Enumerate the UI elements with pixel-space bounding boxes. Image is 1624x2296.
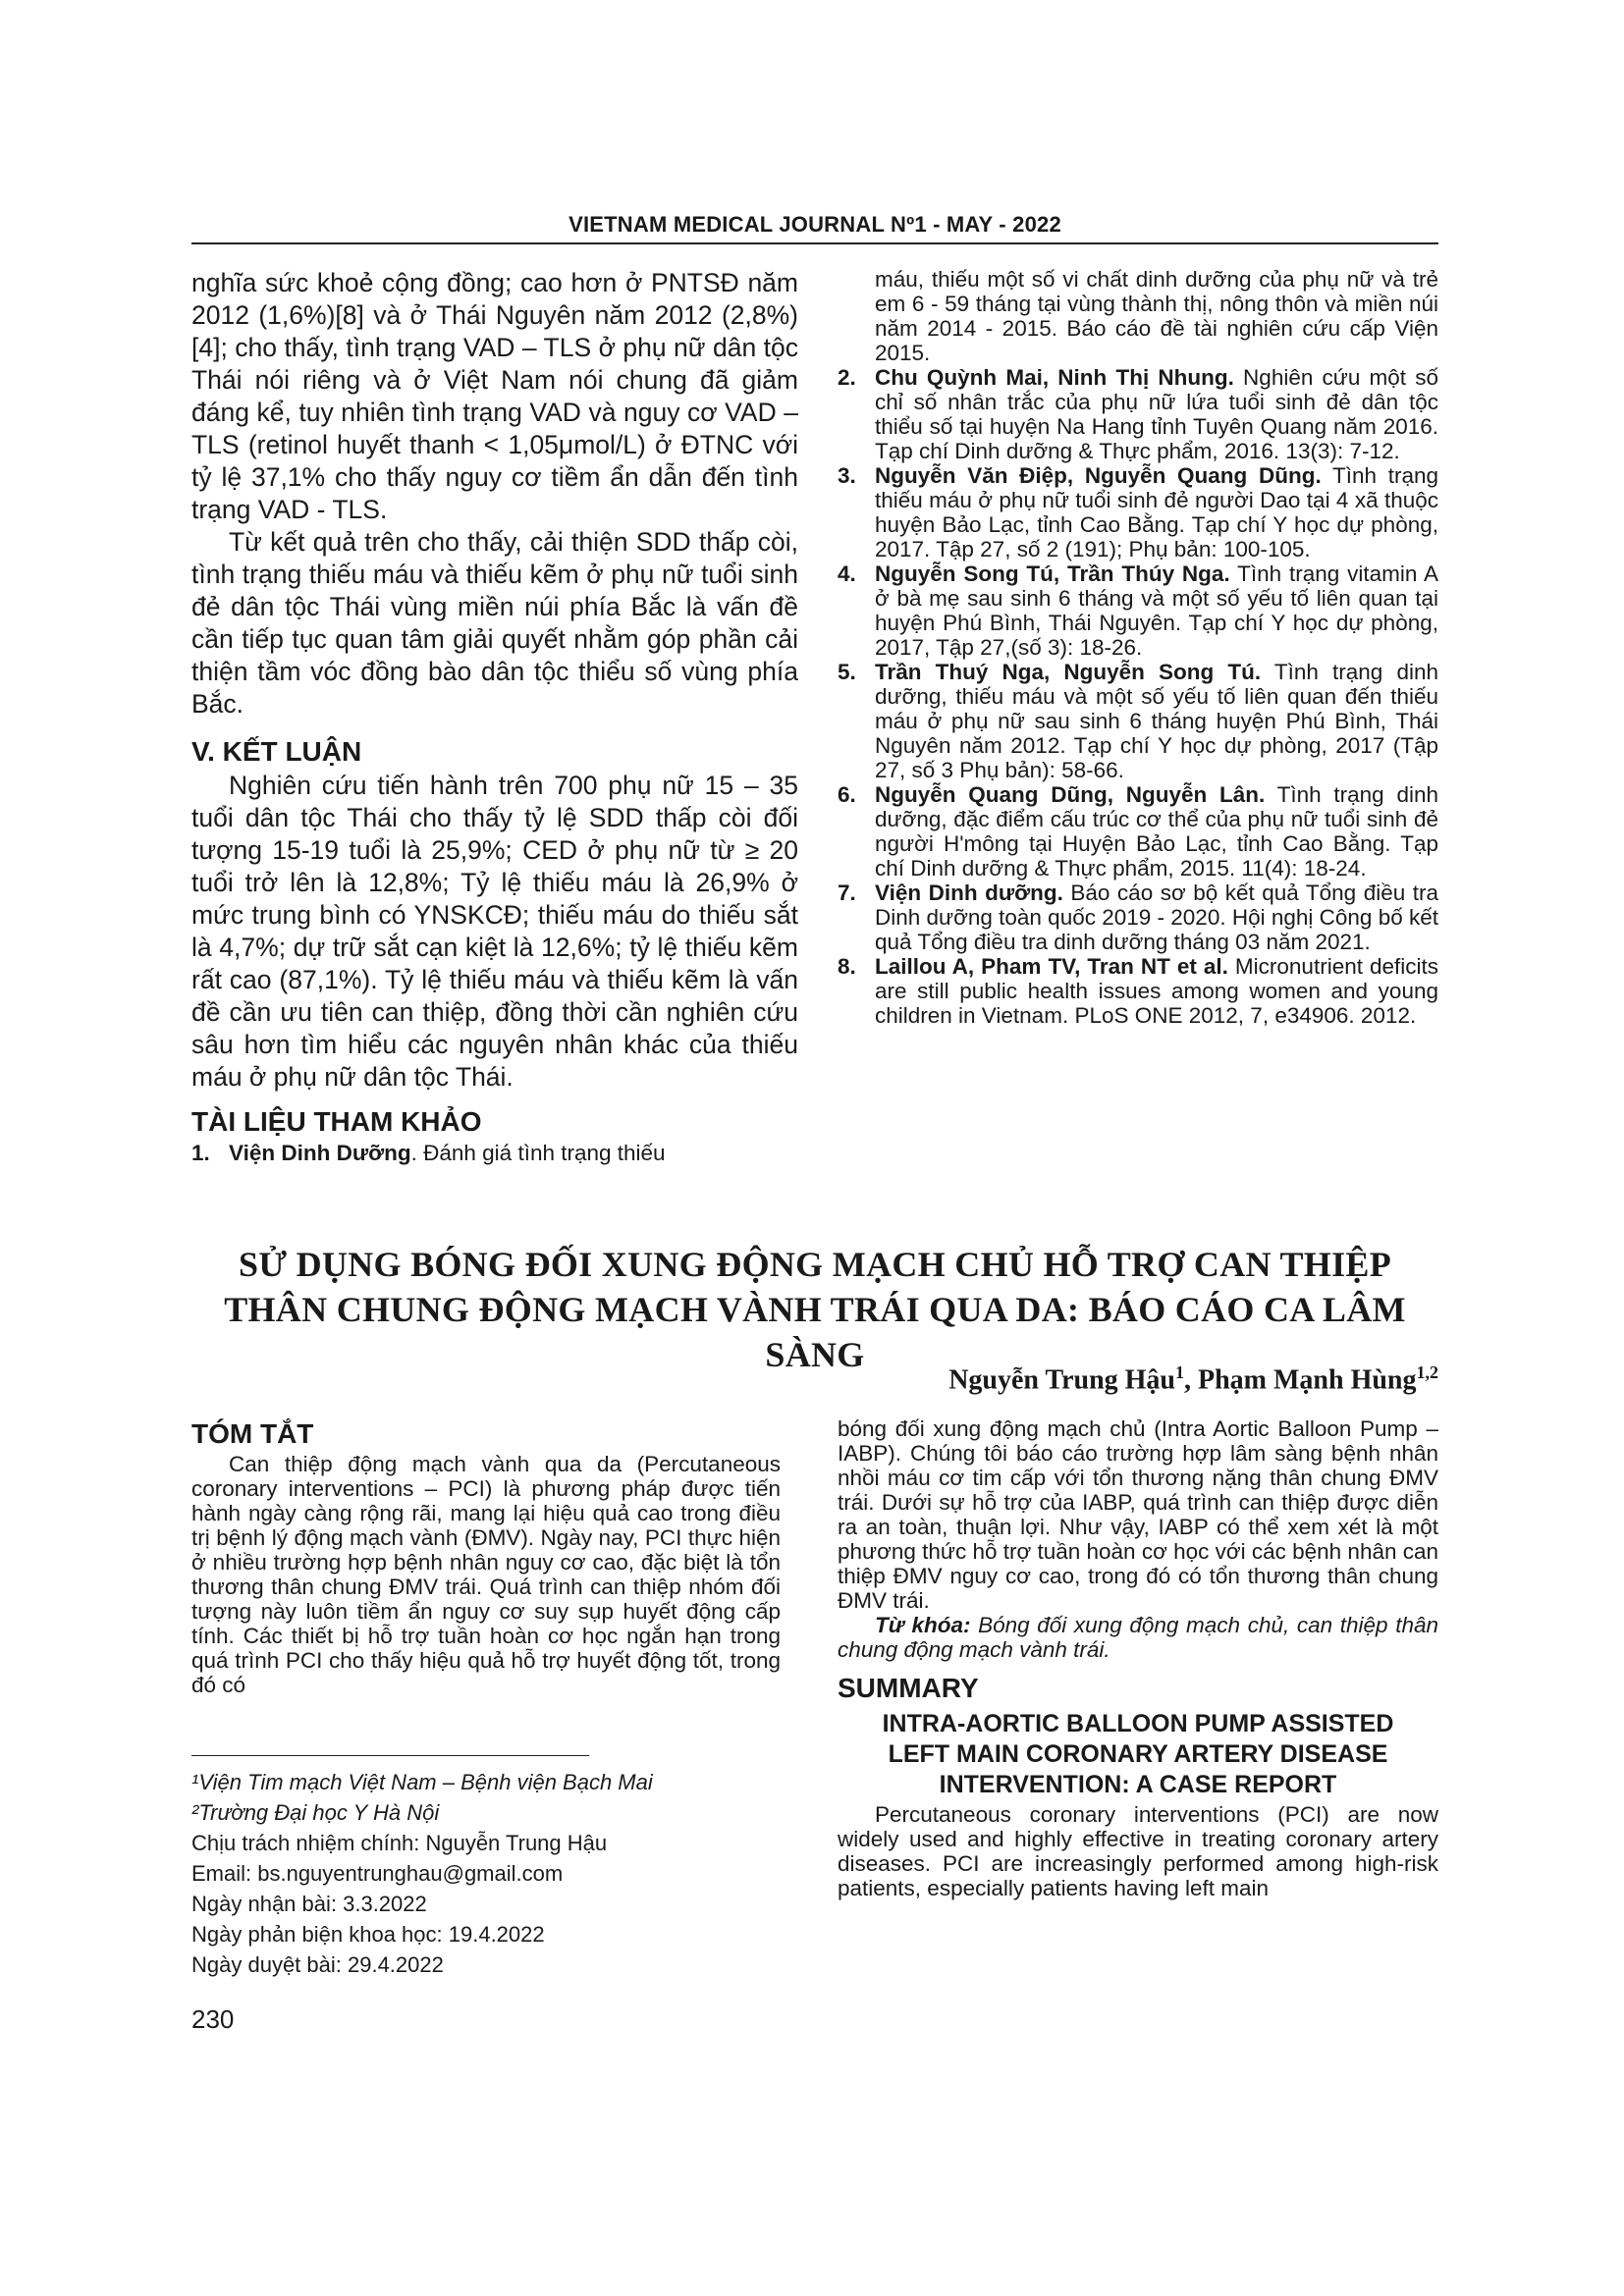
page-number: 230 bbox=[191, 2004, 235, 2034]
reference-number: 3. bbox=[838, 463, 856, 488]
article-title-line-2: THÂN CHUNG ĐỘNG MẠCH VÀNH TRÁI QUA DA: BÁO CÁO CA LÂM SÀNG bbox=[224, 1290, 1406, 1374]
reference-item bbox=[838, 660, 1438, 782]
corresponding-author: Chịu trách nhiệm chính: Nguyễn Trung Hậu bbox=[191, 1831, 608, 1855]
reference-text: Micronutrient deficits are still public health issues among women and young children in Vietnam. PLoS ONE 2012, 7, e34906. 2012. bbox=[875, 954, 1438, 1028]
reference-item bbox=[838, 782, 1438, 881]
summary-title-line-3: INTERVENTION: A CASE REPORT bbox=[939, 1771, 1337, 1798]
reference-author: Viện Dinh Dưỡng bbox=[229, 1141, 411, 1165]
reference-item bbox=[838, 463, 1438, 561]
left-column-top bbox=[191, 267, 798, 1165]
reference-author: Trần Thuý Nga, Nguyễn Song Tú. bbox=[875, 660, 1262, 684]
reference-author: Chu Quỳnh Mai, Ninh Thị Nhung. bbox=[875, 365, 1234, 390]
abstract-text-left: Can thiệp động mạch vành qua da (Percutaneous coronary interventions – PCI) là phương pháp được tiến hành ngày càng rộng rãi, mang lại hiệu quả cao trong điều trị bệnh lý động mạch vành (ĐMV). Ngày nay, PCI thực hiện ở nhiều trường hợp bệnh nhân nguy cơ cao, đặc biệt là tổn thương thân chung ĐMV trái. Quá trình can thiệp nhóm đối tượng này luôn tiềm ẩn nguy cơ suy sụp huyết động cấp tính. Các thiết bị hỗ trợ tuần hoàn cơ học ngắn hạn trong quá trình PCI cho thấy hiệu quả hỗ trợ huyết động tốt, trong đó có bbox=[191, 1452, 781, 1697]
date-reviewed: Ngày phản biện khoa học: 19.4.2022 bbox=[191, 1922, 545, 1947]
date-accepted: Ngày duyệt bài: 29.4.2022 bbox=[191, 1952, 444, 1977]
keywords-text: Bóng đối xung động mạch chủ, can thiệp thân chung động mạch vành trái. bbox=[838, 1613, 1438, 1662]
reference-text: Tình trạng dinh dưỡng, thiếu máu và một số yếu tố liên quan đến thiếu máu ở phụ nữ sau sinh 6 tháng huyện Phú Bình, Thái Nguyên năm 2012. Tạp chí Y học dự phòng, 2017 (Tập 27, số 3 Phụ bản): 58-66. bbox=[875, 660, 1438, 782]
summary-title bbox=[838, 1709, 1438, 1800]
summary-title-line-1: INTRA-AORTIC BALLOON PUMP ASSISTED bbox=[882, 1710, 1394, 1737]
affiliation-1: ¹Viện Tim mạch Việt Nam – Bệnh viện Bạch Mai bbox=[191, 1770, 653, 1794]
summary-text: Percutaneous coronary interventions (PCI) are now widely used and highly effective in treating coronary artery diseases. PCI are increasingly performed among high-risk patients, especially patients having left main bbox=[838, 1802, 1438, 1900]
affiliation-2: ²Trường Đại học Y Hà Nội bbox=[191, 1800, 440, 1825]
reference-number: 7. bbox=[838, 881, 856, 905]
reference-number: 2. bbox=[838, 365, 856, 390]
reference-continuation: máu, thiếu một số vi chất dinh dưỡng của phụ nữ và trẻ em 6 - 59 tháng tại vùng thành thị, nông thôn và miền núi năm 2014 - 2015. Báo cáo đề tài nghiên cứu cấp Viện 2015. bbox=[875, 267, 1438, 365]
reference-list-right bbox=[838, 365, 1438, 1028]
keywords bbox=[838, 1613, 1438, 1662]
footnote-rule bbox=[191, 1755, 589, 1756]
right-column-top bbox=[838, 267, 1438, 1028]
author-affiliation-mark: 1 bbox=[1175, 1362, 1184, 1382]
reference-item bbox=[838, 881, 1438, 954]
author-line bbox=[766, 1362, 1438, 1396]
reference-text: Tình trạng thiếu máu ở phụ nữ tuổi sinh đẻ người Dao tại 4 xã thuộc huyện Bảo Lạc, tỉnh Cao Bằng. Tạp chí Y học dự phòng, 2017. Tập 27, số 2 (191); Phụ bản: 100-105. bbox=[875, 463, 1438, 561]
summary-title-line-2: LEFT MAIN CORONARY ARTERY DISEASE bbox=[888, 1740, 1388, 1768]
conclusion-heading: V. KẾT LUẬN bbox=[191, 736, 362, 767]
author-affiliation-mark: 1,2 bbox=[1416, 1362, 1438, 1382]
discussion-paragraph-2: Từ kết quả trên cho thấy, cải thiện SDD thấp còi, tình trạng thiếu máu và thiếu kẽm ở phụ nữ tuổi sinh đẻ dân tộc Thái vùng miền núi phía Bắc là vấn đề cần tiếp tục quan tâm giải quyết nhằm góp phần cải thiện tầm vóc đồng bào dân tộc thiểu số vùng phía Bắc. bbox=[191, 527, 798, 719]
reference-text: Tình trạng vitamin A ở bà mẹ sau sinh 6 tháng và một số yếu tố liên quan tại huyện Phú Bình, Thái Nguyên. Tạp chí Y học dự phòng, 2017, Tập 27,(số 3): 18-26. bbox=[875, 561, 1438, 660]
abstract-left bbox=[191, 1416, 781, 1697]
reference-item bbox=[838, 365, 1438, 463]
references-heading: TÀI LIỆU THAM KHẢO bbox=[191, 1106, 482, 1137]
article-title bbox=[191, 1242, 1438, 1377]
discussion-paragraph-1: nghĩa sức khoẻ cộng đồng; cao hơn ở PNTSĐ năm 2012 (1,6%)[8] và ở Thái Nguyên năm 2012 (2,8%) [4]; cho thấy, tình trạng VAD – TLS ở phụ nữ dân tộc Thái nói riêng và ở Việt Nam nói chung đã giảm đáng kể, tuy nhiên tình trạng VAD và nguy cơ VAD – TLS (retinol huyết thanh < 1,05μmol/L) ở ĐTNC với tỷ lệ 37,1% cho thấy nguy cơ tiềm ẩn dẫn đến tình trạng VAD - TLS. bbox=[191, 268, 798, 524]
email: Email: bs.nguyentrunghau@gmail.com bbox=[191, 1861, 564, 1886]
reference-number: 6. bbox=[838, 782, 856, 807]
reference-number: 8. bbox=[838, 954, 856, 979]
reference-author: Laillou A, Pham TV, Tran NT et al. bbox=[875, 954, 1228, 979]
reference-number: 1. bbox=[191, 1141, 210, 1165]
reference-author: Nguyễn Quang Dũng, Nguyễn Lân. bbox=[875, 782, 1266, 807]
reference-item bbox=[838, 954, 1438, 1028]
reference-author: Nguyễn Song Tú, Trần Thúy Nga. bbox=[875, 561, 1230, 586]
reference-text: Báo cáo sơ bộ kết quả Tổng điều tra Dinh dưỡng toàn quốc 2019 - 2020. Hội nghị Công bố kết quả Tổng điều tra dinh dưỡng tháng 03 năm 2021. bbox=[875, 881, 1438, 954]
reference-number: 4. bbox=[838, 561, 856, 586]
date-received: Ngày nhận bài: 3.3.2022 bbox=[191, 1892, 427, 1916]
reference-author: Nguyễn Văn Điệp, Nguyễn Quang Dũng. bbox=[875, 463, 1322, 488]
abstract-right bbox=[838, 1416, 1438, 1900]
conclusion-text: Nghiên cứu tiến hành trên 700 phụ nữ 15 – 35 tuổi dân tộc Thái cho thấy tỷ lệ SDD thấp còi đối tượng 15-19 tuổi là 25,9%; CED ở phụ nữ từ ≥ 20 tuổi trở lên là 12,8%; Tỷ lệ thiếu máu là 26,9% ở mức trung bình có YNSKCĐ; thiếu máu do thiếu sắt là 4,7%; dự trữ sắt cạn kiệt là 12,6%; tỷ lệ thiếu kẽm rất cao (87,1%). Tỷ lệ thiếu máu và thiếu kẽm là vấn đề cần ưu tiên can thiệp, đồng thời cần nghiên cứu sâu hơn tìm hiểu các nguyên nhân khác của thiếu máu ở phụ nữ dân tộc Thái. bbox=[191, 771, 798, 1092]
article-title-line-1: SỬ DỤNG BÓNG ĐỐI XUNG ĐỘNG MẠCH CHỦ HỖ TRỢ CAN THIỆP bbox=[239, 1245, 1391, 1284]
reference-number: 5. bbox=[838, 660, 856, 684]
reference-text: . Đánh giá tình trạng thiếu bbox=[410, 1141, 666, 1165]
author-name: Phạm Mạnh Hùng bbox=[1198, 1364, 1417, 1396]
journal-header: VIETNAM MEDICAL JOURNAL Nº1 - MAY - 2022 bbox=[568, 212, 1061, 237]
abstract-heading: TÓM TẮT bbox=[191, 1418, 314, 1449]
keywords-label: Từ khóa: bbox=[875, 1613, 971, 1637]
reference-item bbox=[191, 1141, 798, 1165]
reference-item bbox=[838, 561, 1438, 660]
reference-list-left bbox=[191, 1141, 798, 1165]
abstract-text-right: bóng đối xung động mạch chủ (Intra Aortic Balloon Pump – IABP). Chúng tôi báo cáo trường hợp lâm sàng bệnh nhân nhồi máu cơ tim cấp với tổn thương nặng thân chung ĐMV trái. Dưới sự hỗ trợ của IABP, quá trình can thiệp được diễn ra an toàn, thuận lợi. Như vậy, IABP có thể xem xét là một phương thức hỗ trợ tuần hoàn cơ học với các bệnh nhân can thiệp ĐMV nguy cơ cao, trong đó có tổn thương thân chung ĐMV trái. bbox=[838, 1416, 1439, 1613]
summary-heading: SUMMARY bbox=[838, 1673, 979, 1703]
reference-text: Nghiên cứu một số chỉ số nhân trắc của phụ nữ lứa tuổi sinh đẻ dân tộc thiểu số tại huyện Na Hang tỉnh Tuyên Quang năm 2016. Tạp chí Dinh dưỡng & Thực phẩm, 2016. 13(3): 7-12. bbox=[875, 365, 1439, 463]
reference-text: Tình trạng dinh dưỡng, đặc điểm cấu trúc cơ thể của phụ nữ tuổi sinh đẻ người H'mông tại Huyện Bảo Lạc, tỉnh Cao Bằng. Tạp chí Dinh dưỡng & Thực phẩm, 2015. 11(4): 18-24. bbox=[875, 782, 1438, 881]
author-separator: , bbox=[1184, 1364, 1198, 1396]
reference-author: Viện Dinh dưỡng. bbox=[875, 881, 1063, 905]
header-rule bbox=[191, 242, 1438, 244]
footnotes bbox=[191, 1767, 781, 1980]
author-name: Nguyễn Trung Hậu bbox=[948, 1364, 1175, 1396]
